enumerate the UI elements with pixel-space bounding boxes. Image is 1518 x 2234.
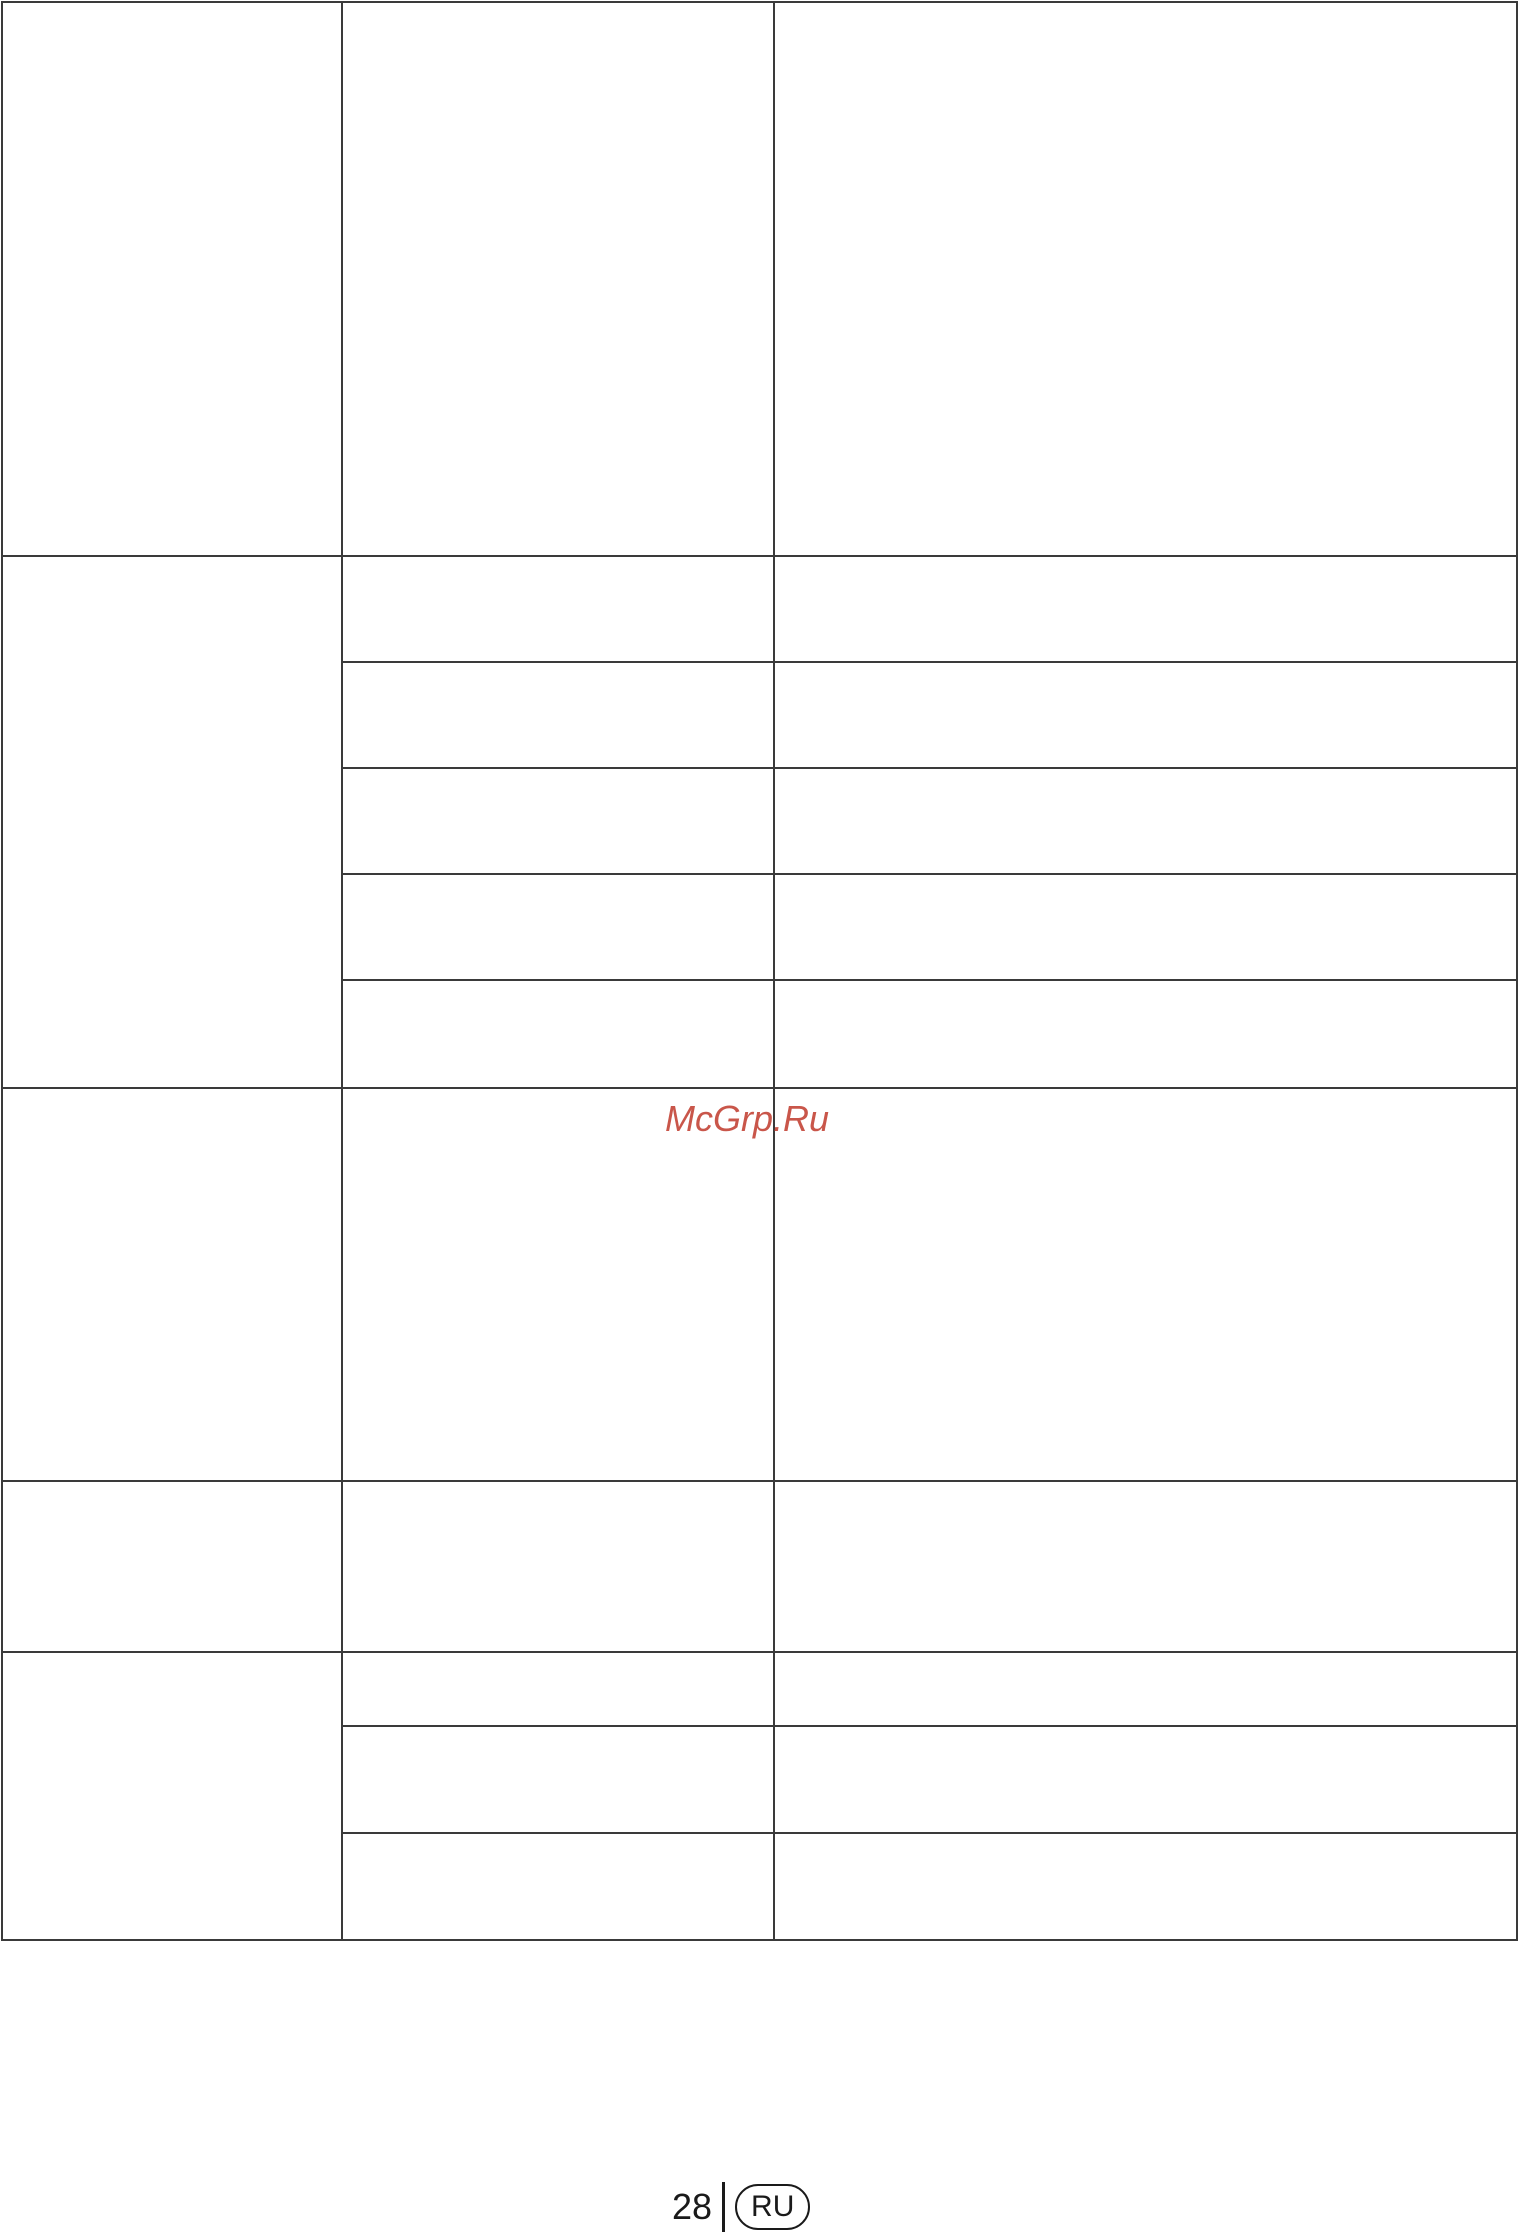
cause-cell xyxy=(342,1726,774,1833)
remedy-cell xyxy=(774,1726,1517,1833)
cause-cell xyxy=(342,662,774,768)
table-row xyxy=(2,1652,1517,1726)
table-row xyxy=(2,2,1517,556)
table-row xyxy=(2,1481,1517,1652)
problem-cell xyxy=(2,556,342,1088)
remedy-cell xyxy=(774,2,1517,556)
remedy-cell xyxy=(774,1833,1517,1940)
watermark: McGrp.Ru xyxy=(665,1098,830,1139)
cause-cell xyxy=(342,556,774,662)
table-row xyxy=(2,556,1517,662)
remedy-cell xyxy=(774,980,1517,1088)
cause-cell xyxy=(342,1481,774,1652)
problem-cell xyxy=(2,1652,342,1940)
page-footer xyxy=(672,2180,810,2234)
problem-cell xyxy=(2,1481,342,1652)
troubleshooting-table xyxy=(1,1,1518,1941)
cause-cell xyxy=(342,874,774,980)
language-badge: RU xyxy=(735,2184,810,2230)
remedy-cell xyxy=(774,768,1517,874)
problem-cell xyxy=(2,2,342,556)
cause-cell xyxy=(342,2,774,556)
cause-cell xyxy=(342,768,774,874)
remedy-cell xyxy=(774,1481,1517,1652)
remedy-cell xyxy=(774,662,1517,768)
remedy-cell xyxy=(774,1652,1517,1726)
footer-divider xyxy=(722,2182,725,2232)
cause-cell xyxy=(342,1833,774,1940)
table-row xyxy=(2,1088,1517,1481)
cause-cell xyxy=(342,1652,774,1726)
cause-cell xyxy=(342,1088,774,1481)
cause-cell xyxy=(342,980,774,1088)
remedy-cell xyxy=(774,1088,1517,1481)
problem-cell xyxy=(2,1088,342,1481)
remedy-cell xyxy=(774,874,1517,980)
remedy-cell xyxy=(774,556,1517,662)
page-number: 28 xyxy=(672,2186,713,2227)
